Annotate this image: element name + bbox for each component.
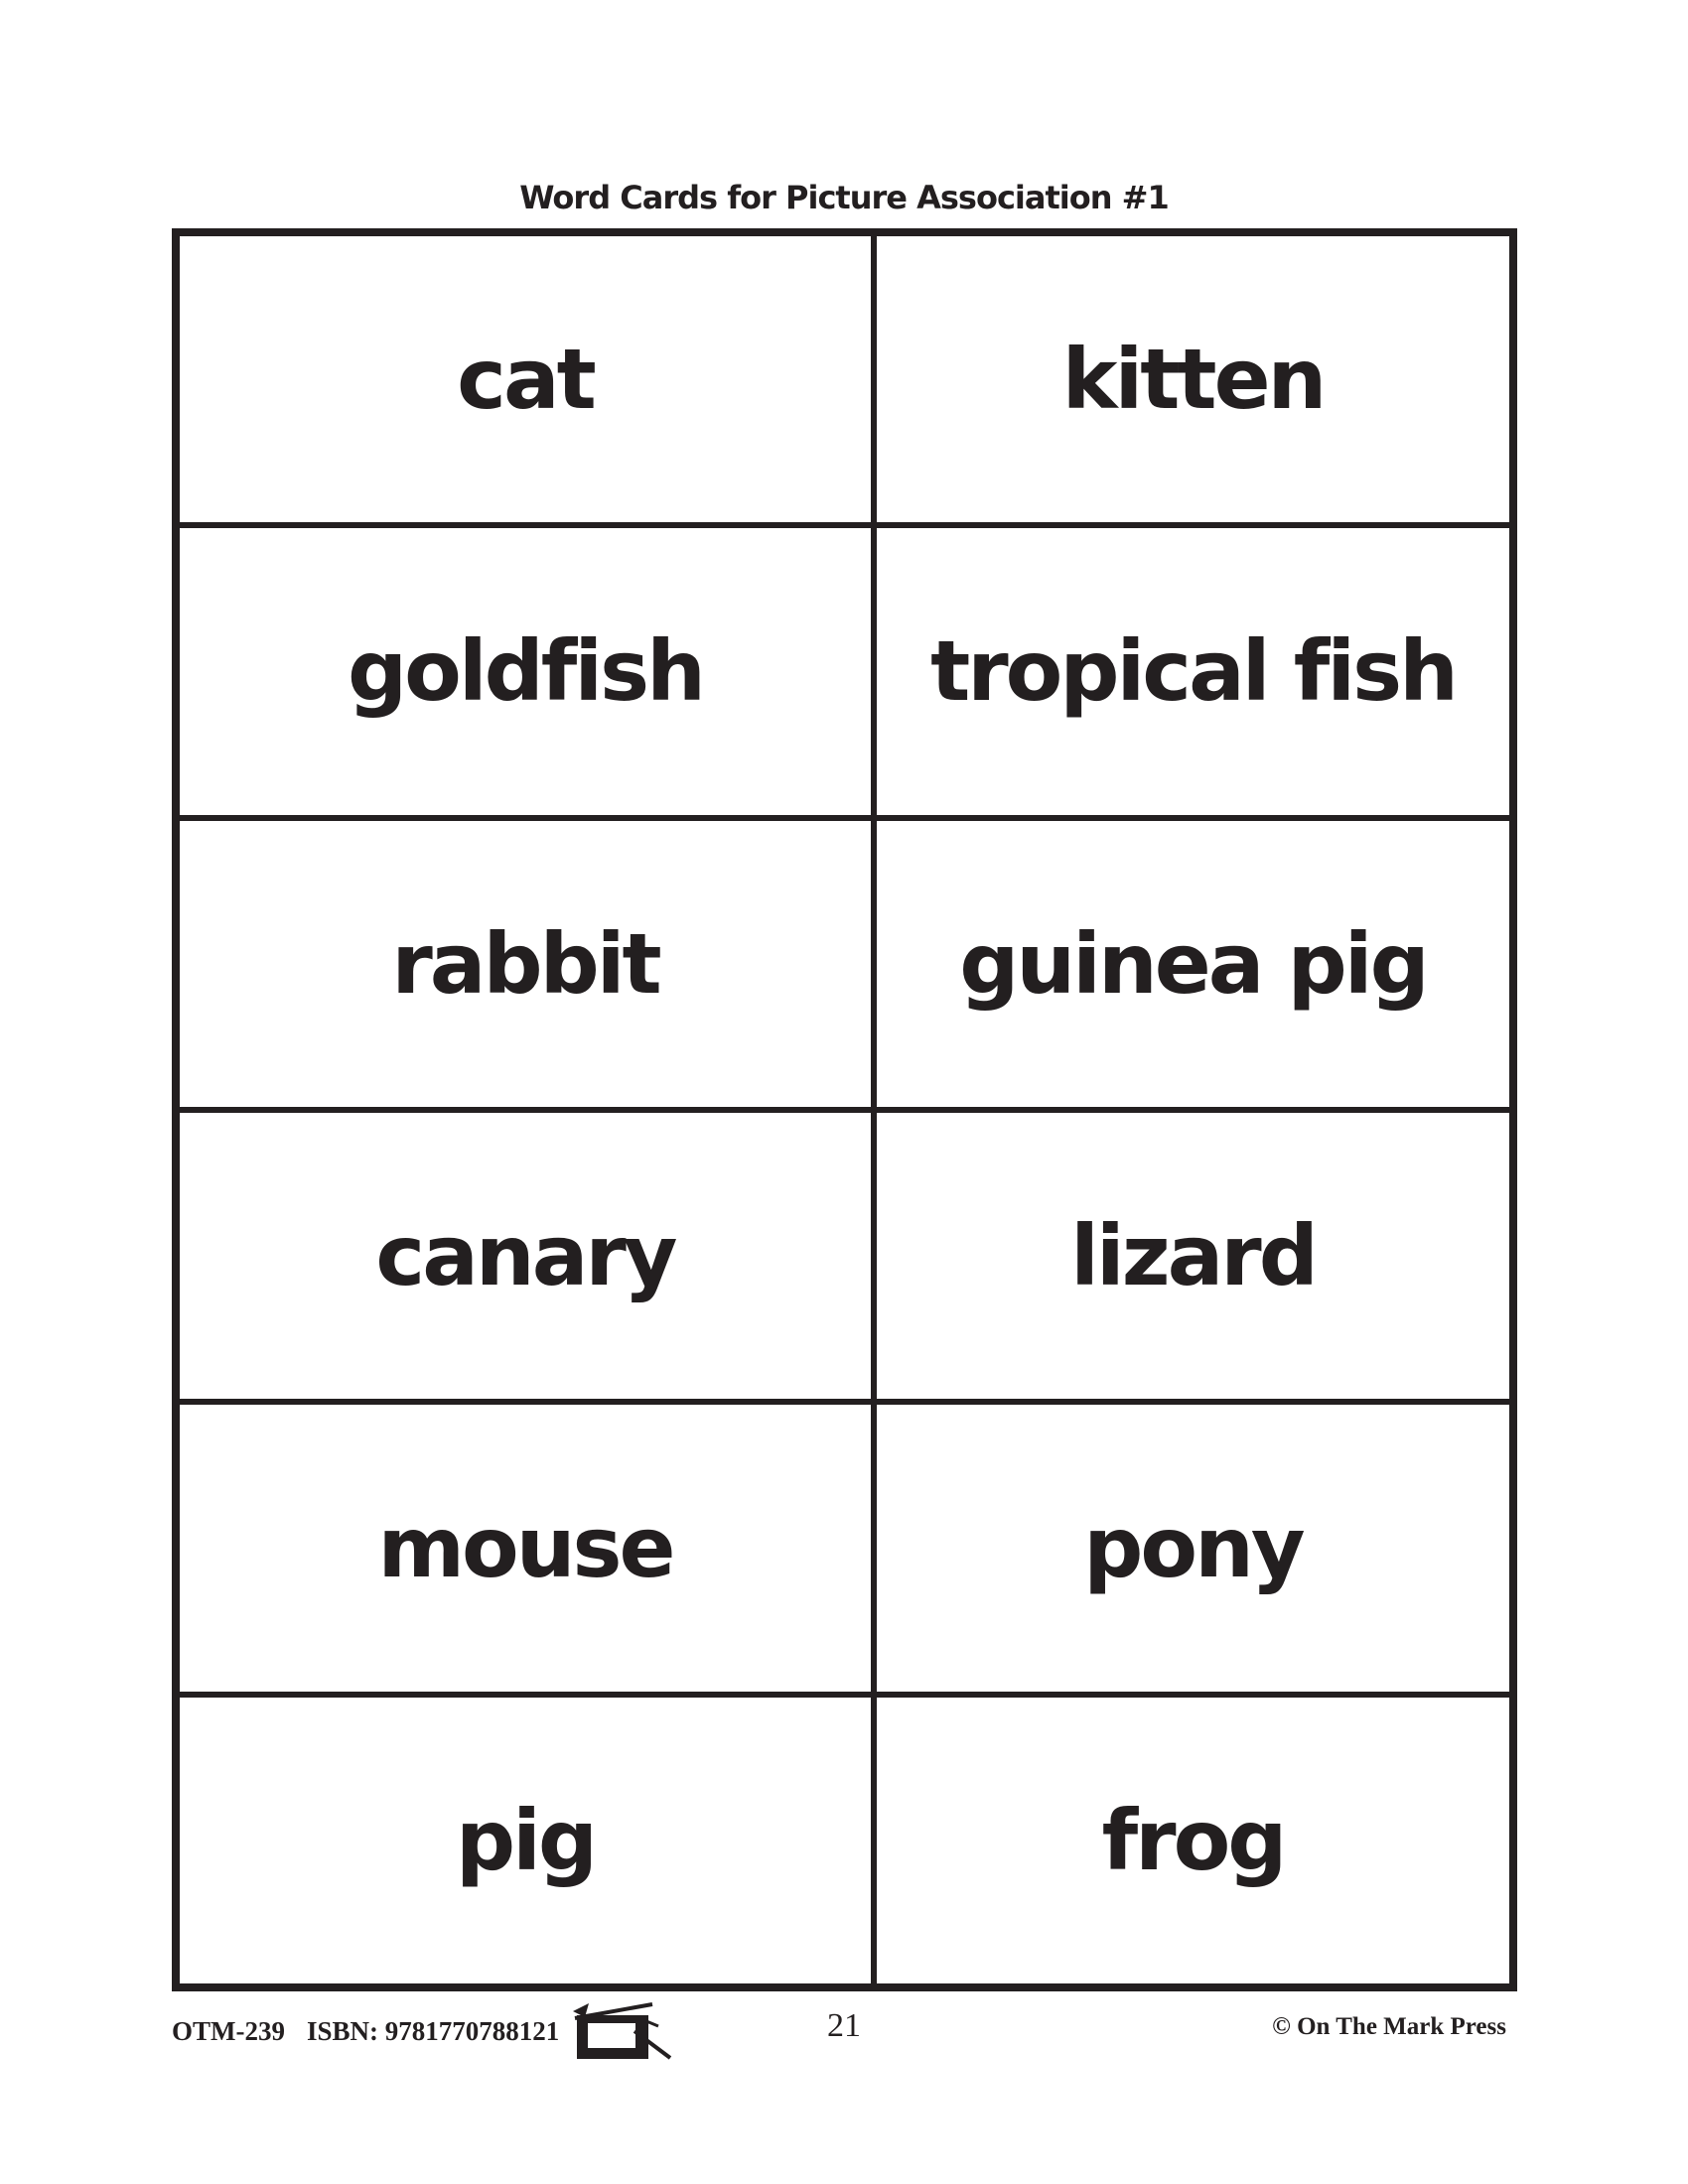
word-card [877,1113,1509,1399]
word-card [877,1405,1509,1691]
card-word: pig [455,1791,596,1889]
word-card [180,821,871,1107]
card-word: tropical fish [930,622,1456,721]
card-word: mouse [377,1499,673,1597]
word-card [877,821,1509,1107]
word-card-grid [172,228,1517,1991]
word-card [877,236,1509,522]
card-word: rabbit [391,914,659,1013]
word-card [180,1405,871,1691]
word-card [180,1698,871,1983]
page-number: 21 [827,2007,861,2044]
card-word: cat [457,331,594,429]
word-card [180,528,871,814]
word-card [877,1698,1509,1983]
word-card [877,528,1509,814]
word-card [180,1113,871,1399]
word-card [180,236,871,522]
page-title: Word Cards for Picture Association #1 [519,179,1169,216]
isbn-text: ISBN: 9781770788121 [307,2015,560,2046]
card-word: frog [1101,1791,1285,1889]
product-code: OTM-239 [172,2015,285,2046]
card-word: guinea pig [959,914,1427,1013]
card-word: goldfish [348,622,703,721]
card-word: lizard [1070,1207,1316,1305]
card-word: kitten [1061,331,1325,429]
card-word: canary [375,1207,675,1305]
copyright-text: © On The Mark Press [1272,2013,1506,2040]
card-word: pony [1083,1499,1303,1597]
